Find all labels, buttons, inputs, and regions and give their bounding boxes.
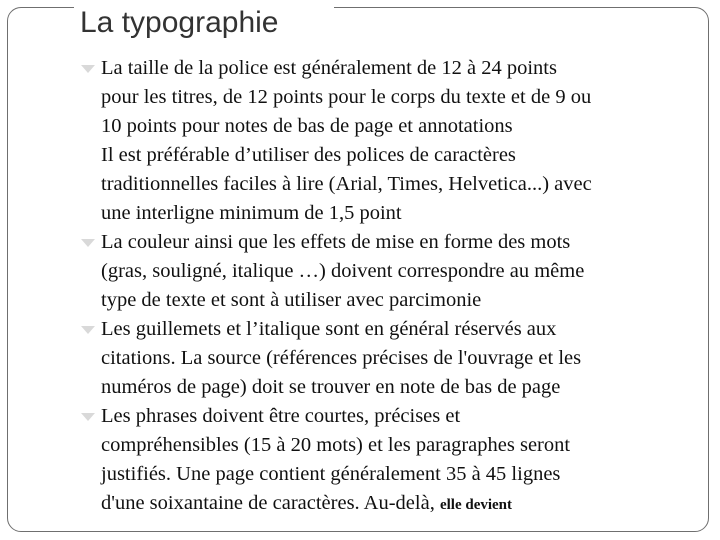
- bullet-paragraph-quotes: [80, 315, 700, 402]
- text-line: pour les titres, de 12 points pour le corps du texte et de 9 ou: [101, 86, 592, 108]
- slide-body: [80, 54, 700, 532]
- text-line: 10 points pour notes de bas de page et annotations: [101, 115, 513, 137]
- text-line: justifiés. Une page contient généralement 35 à 45 lignes: [101, 463, 561, 485]
- text-line: Il est préférable d’utiliser des polices de caractères: [101, 144, 516, 166]
- text-line: La couleur ainsi que les effets de mise en forme des mots: [101, 231, 571, 253]
- bullet-triangle-icon: [81, 239, 95, 247]
- text-overflow-small: elle devient: [439, 497, 513, 513]
- text-line: citations. La source (références précises de l'ouvrage et les: [101, 347, 582, 369]
- text-line: La taille de la police est généralement de 12 à 24 points: [101, 57, 557, 79]
- text-line: type de texte et sont à utiliser avec parcimonie: [101, 289, 482, 311]
- bullet-paragraph-font-size: [80, 54, 700, 228]
- text-line: une interligne minimum de 1,5 point: [101, 202, 402, 224]
- text-line: compréhensibles (15 à 20 mots) et les paragraphes seront: [101, 434, 571, 456]
- text-line-last: [101, 489, 700, 520]
- bullet-paragraph-color-effects: [80, 228, 700, 315]
- text-line: Les guillemets et l’italique sont en général réservés aux: [101, 318, 557, 340]
- text-line: (gras, souligné, italique …) doivent correspondre au même: [101, 260, 585, 282]
- bullet-triangle-icon: [81, 326, 95, 334]
- bullet-triangle-icon: [81, 413, 95, 421]
- text-line: numéros de page) doit se trouver en note de bas de page: [101, 376, 561, 398]
- bullet-paragraph-sentences: [80, 402, 700, 520]
- text-line: Les phrases doivent être courtes, précises et: [101, 405, 461, 427]
- text-line: traditionnelles faciles à lire (Arial, Times, Helvetica...) avec: [101, 173, 592, 195]
- bullet-triangle-icon: [81, 65, 95, 73]
- text-line-main: d'une soixantaine de caractères. Au-delà,: [101, 492, 435, 514]
- slide-title: La typographie: [80, 6, 279, 39]
